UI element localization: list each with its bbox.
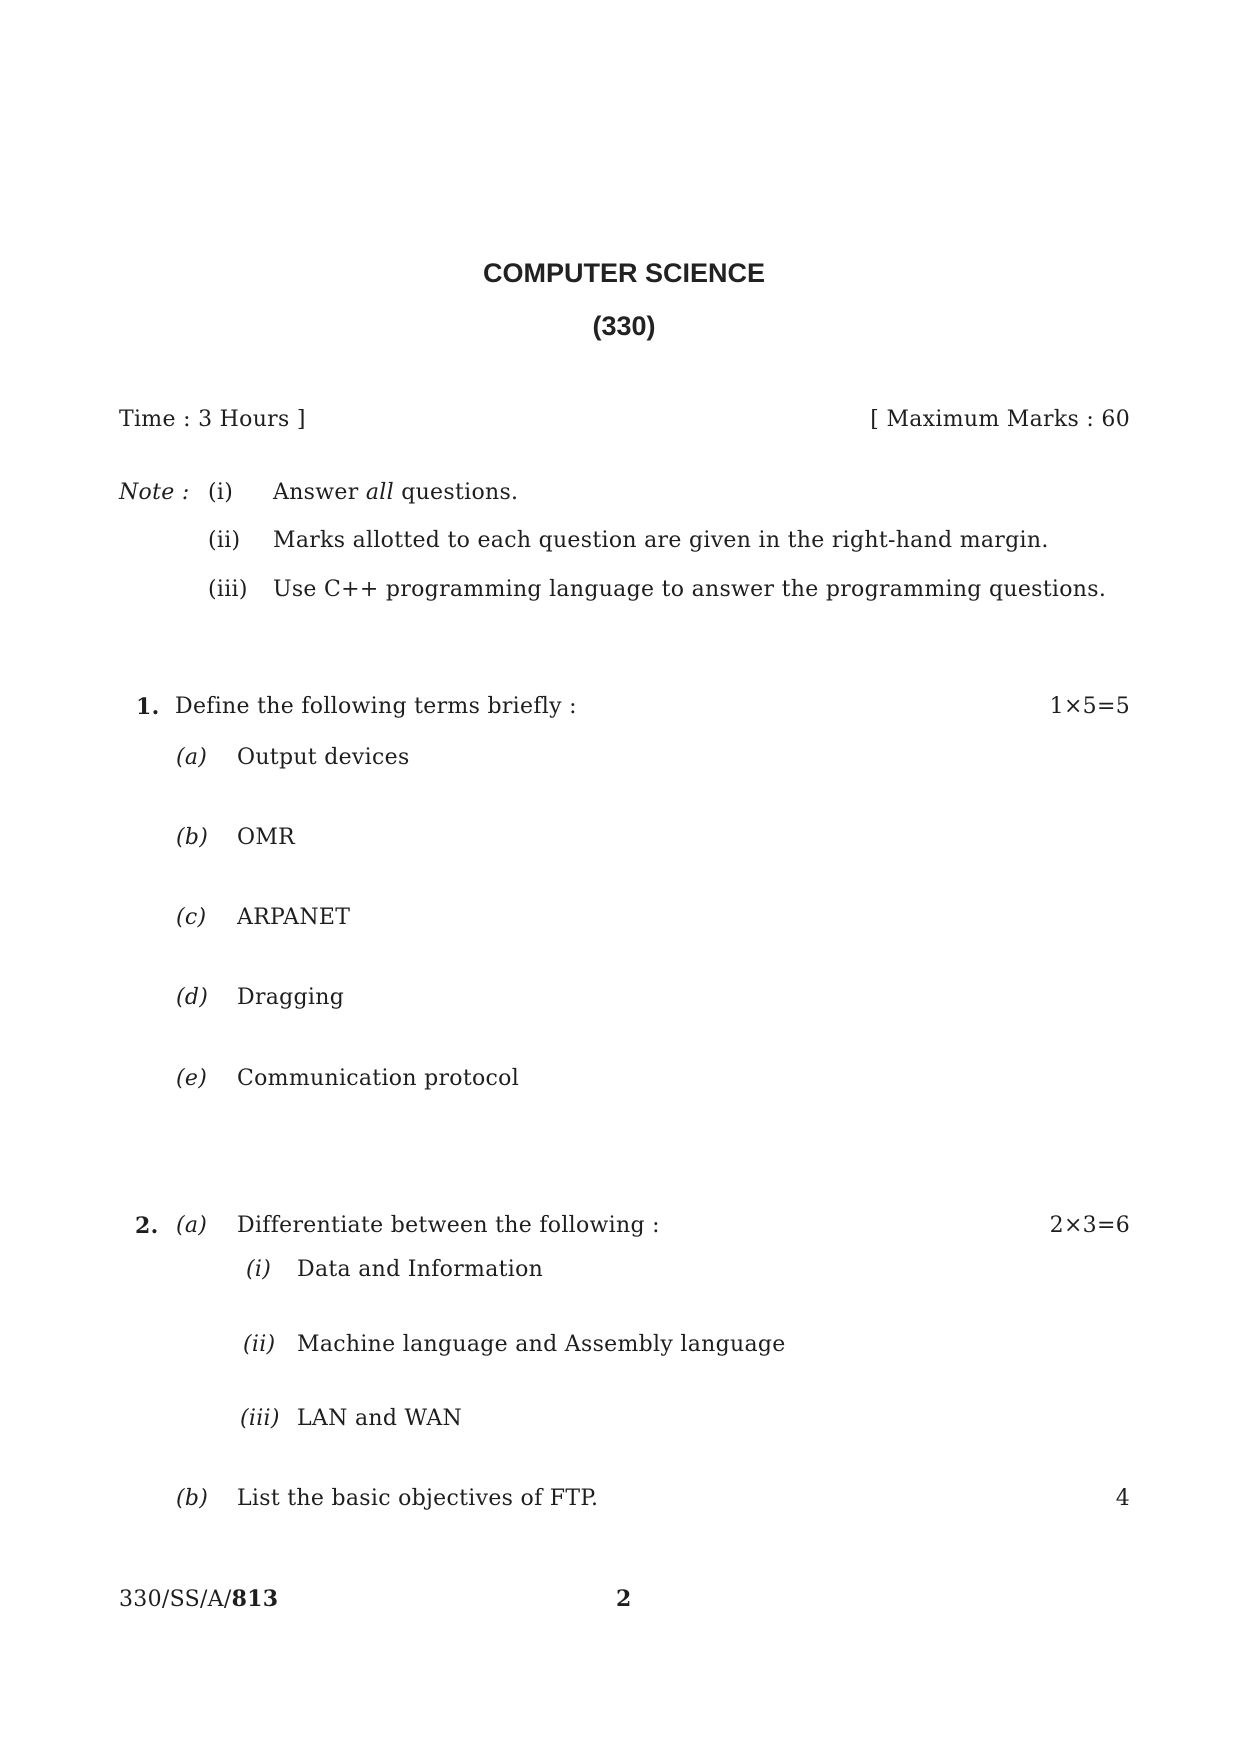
subpart-label: (ii) bbox=[243, 1332, 276, 1357]
part-text: List the basic objectives of FTP. bbox=[237, 1486, 599, 1511]
note-num: (i) bbox=[208, 480, 234, 505]
note-text: Answer bbox=[273, 480, 366, 505]
part-label: (b) bbox=[176, 825, 209, 850]
part-text: Communication protocol bbox=[237, 1066, 520, 1091]
question-marks: 4 bbox=[1115, 1486, 1130, 1511]
note-emphasis: all bbox=[365, 480, 394, 505]
paper-code-suffix: 813 bbox=[231, 1586, 279, 1612]
part-label: (c) bbox=[176, 905, 207, 930]
note-item bbox=[273, 480, 518, 505]
question-marks: 1×5=5 bbox=[1049, 694, 1130, 719]
part-text: Differentiate between the following : bbox=[237, 1213, 660, 1238]
question-number: 1. bbox=[136, 694, 160, 720]
page-number: 2 bbox=[616, 1586, 632, 1612]
subject-code: (330) bbox=[592, 311, 656, 341]
part-label: (e) bbox=[176, 1066, 208, 1091]
subpart-text: Data and Information bbox=[297, 1257, 544, 1282]
note-text: questions. bbox=[393, 480, 519, 505]
exam-title: COMPUTER SCIENCE bbox=[482, 258, 766, 288]
part-label: (b) bbox=[176, 1486, 209, 1511]
part-text: Output devices bbox=[237, 745, 410, 770]
note-num: (ii) bbox=[208, 528, 241, 553]
part-label: (d) bbox=[176, 985, 209, 1010]
note-item: Marks allotted to each question are given in the right-hand margin. bbox=[273, 528, 1049, 553]
subpart-text: Machine language and Assembly language bbox=[297, 1332, 786, 1357]
note-item: Use C++ programming language to answer the programming questions. bbox=[273, 577, 1107, 602]
part-text: OMR bbox=[237, 825, 296, 850]
subpart-label: (i) bbox=[246, 1257, 272, 1282]
part-label: (a) bbox=[176, 1213, 208, 1238]
maximum-marks: [ Maximum Marks : 60 bbox=[870, 407, 1130, 432]
question-marks: 2×3=6 bbox=[1049, 1213, 1130, 1238]
question-text: Define the following terms briefly : bbox=[175, 694, 577, 719]
paper-code bbox=[119, 1586, 278, 1612]
subpart-text: LAN and WAN bbox=[297, 1406, 463, 1431]
part-text: Dragging bbox=[237, 985, 345, 1010]
note-num: (iii) bbox=[208, 577, 248, 602]
question-number: 2. bbox=[135, 1213, 159, 1239]
subpart-label: (iii) bbox=[240, 1406, 280, 1431]
paper-code-prefix: 330/SS/A/ bbox=[119, 1587, 232, 1612]
part-label: (a) bbox=[176, 745, 208, 770]
part-text: ARPANET bbox=[237, 905, 351, 930]
time-allowed: Time : 3 Hours ] bbox=[119, 407, 306, 432]
note-label: Note : bbox=[119, 480, 190, 505]
